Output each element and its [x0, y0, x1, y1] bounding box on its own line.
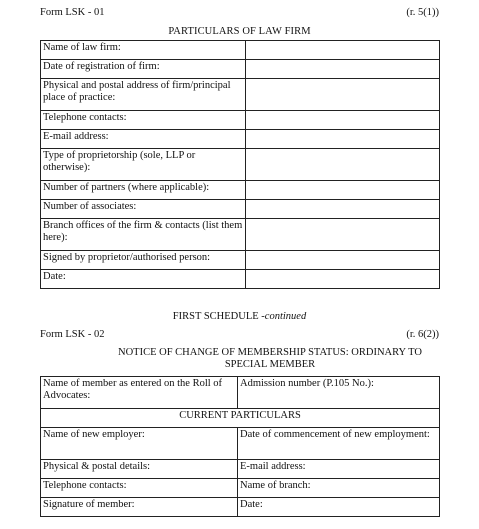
field-value-address[interactable] [246, 79, 440, 111]
current-particulars-heading: CURRENT PARTICULARS [41, 409, 440, 428]
field-member-signature[interactable]: Signature of member: [41, 498, 238, 517]
law-firm-particulars-table [40, 40, 440, 289]
table-row [41, 377, 440, 409]
field-label-date: Date: [41, 270, 246, 289]
field-value-firm-name[interactable] [246, 41, 440, 60]
field-value-registration-date[interactable] [246, 60, 440, 79]
field-value-proprietorship-type[interactable] [246, 149, 440, 181]
table-row [41, 270, 440, 289]
field-label-proprietorship-type: Type of proprietorship (sole, LLP or otherwise): [41, 149, 246, 181]
table-row [41, 149, 440, 181]
table-row [41, 460, 440, 479]
field-value-date[interactable] [246, 270, 440, 289]
table-row [41, 130, 440, 149]
field-admission-number[interactable]: Admission number (P.105 No.): [238, 377, 440, 409]
field-label-telephone: Telephone contacts: [41, 111, 246, 130]
schedule-heading-text: FIRST SCHEDULE [172, 311, 259, 322]
field-value-email[interactable] [246, 130, 440, 149]
field-label-associates-count: Number of associates: [41, 200, 246, 219]
table-row [41, 111, 440, 130]
schedule-heading [0, 311, 479, 323]
table-row [41, 60, 440, 79]
schedule-continued-text: -continued [261, 311, 307, 322]
form-lsk-01-rule-reference: (r. 5(1)) [406, 7, 439, 18]
field-label-branch-offices: Branch offices of the firm & contacts (list them here): [41, 219, 246, 251]
field-value-telephone[interactable] [246, 111, 440, 130]
field-value-signed-by[interactable] [246, 251, 440, 270]
table-row [41, 251, 440, 270]
table-row [41, 428, 440, 460]
field-value-partners-count[interactable] [246, 181, 440, 200]
table-row [41, 181, 440, 200]
table-row [41, 409, 440, 428]
table-row [41, 41, 440, 60]
field-value-branch-offices[interactable] [246, 219, 440, 251]
form-lsk-01-title: PARTICULARS OF LAW FIRM [168, 26, 311, 37]
field-email-address[interactable]: E-mail address: [238, 460, 440, 479]
field-branch-name[interactable]: Name of branch: [238, 479, 440, 498]
table-row [41, 200, 440, 219]
field-physical-postal-details[interactable]: Physical & postal details: [41, 460, 238, 479]
field-label-email: E-mail address: [41, 130, 246, 149]
form-lsk-02-title: NOTICE OF CHANGE OF MEMBERSHIP STATUS: ORDINARY TO SPECIAL MEMBER [118, 347, 422, 370]
form-lsk-02-rule-reference: (r. 6(2)) [406, 329, 439, 340]
table-row [41, 479, 440, 498]
field-label-firm-name: Name of law firm: [41, 41, 246, 60]
field-label-partners-count: Number of partners (where applicable): [41, 181, 246, 200]
field-signature-date[interactable]: Date: [238, 498, 440, 517]
field-new-employer[interactable]: Name of new employer: [41, 428, 238, 460]
membership-change-table [40, 376, 440, 517]
field-employment-start-date[interactable]: Date of commencement of new employment: [238, 428, 440, 460]
field-label-registration-date: Date of registration of firm: [41, 60, 246, 79]
table-row [41, 79, 440, 111]
form-lsk-01-id: Form LSK - 01 [40, 7, 105, 18]
field-label-signed-by: Signed by proprietor/authorised person: [41, 251, 246, 270]
field-member-name[interactable]: Name of member as entered on the Roll of Advocates: [41, 377, 238, 409]
form-lsk-02-id: Form LSK - 02 [40, 329, 105, 340]
table-row [41, 498, 440, 517]
table-row [41, 219, 440, 251]
field-value-associates-count[interactable] [246, 200, 440, 219]
field-label-address: Physical and postal address of firm/principal place of practice: [41, 79, 246, 111]
field-telephone-contacts[interactable]: Telephone contacts: [41, 479, 238, 498]
